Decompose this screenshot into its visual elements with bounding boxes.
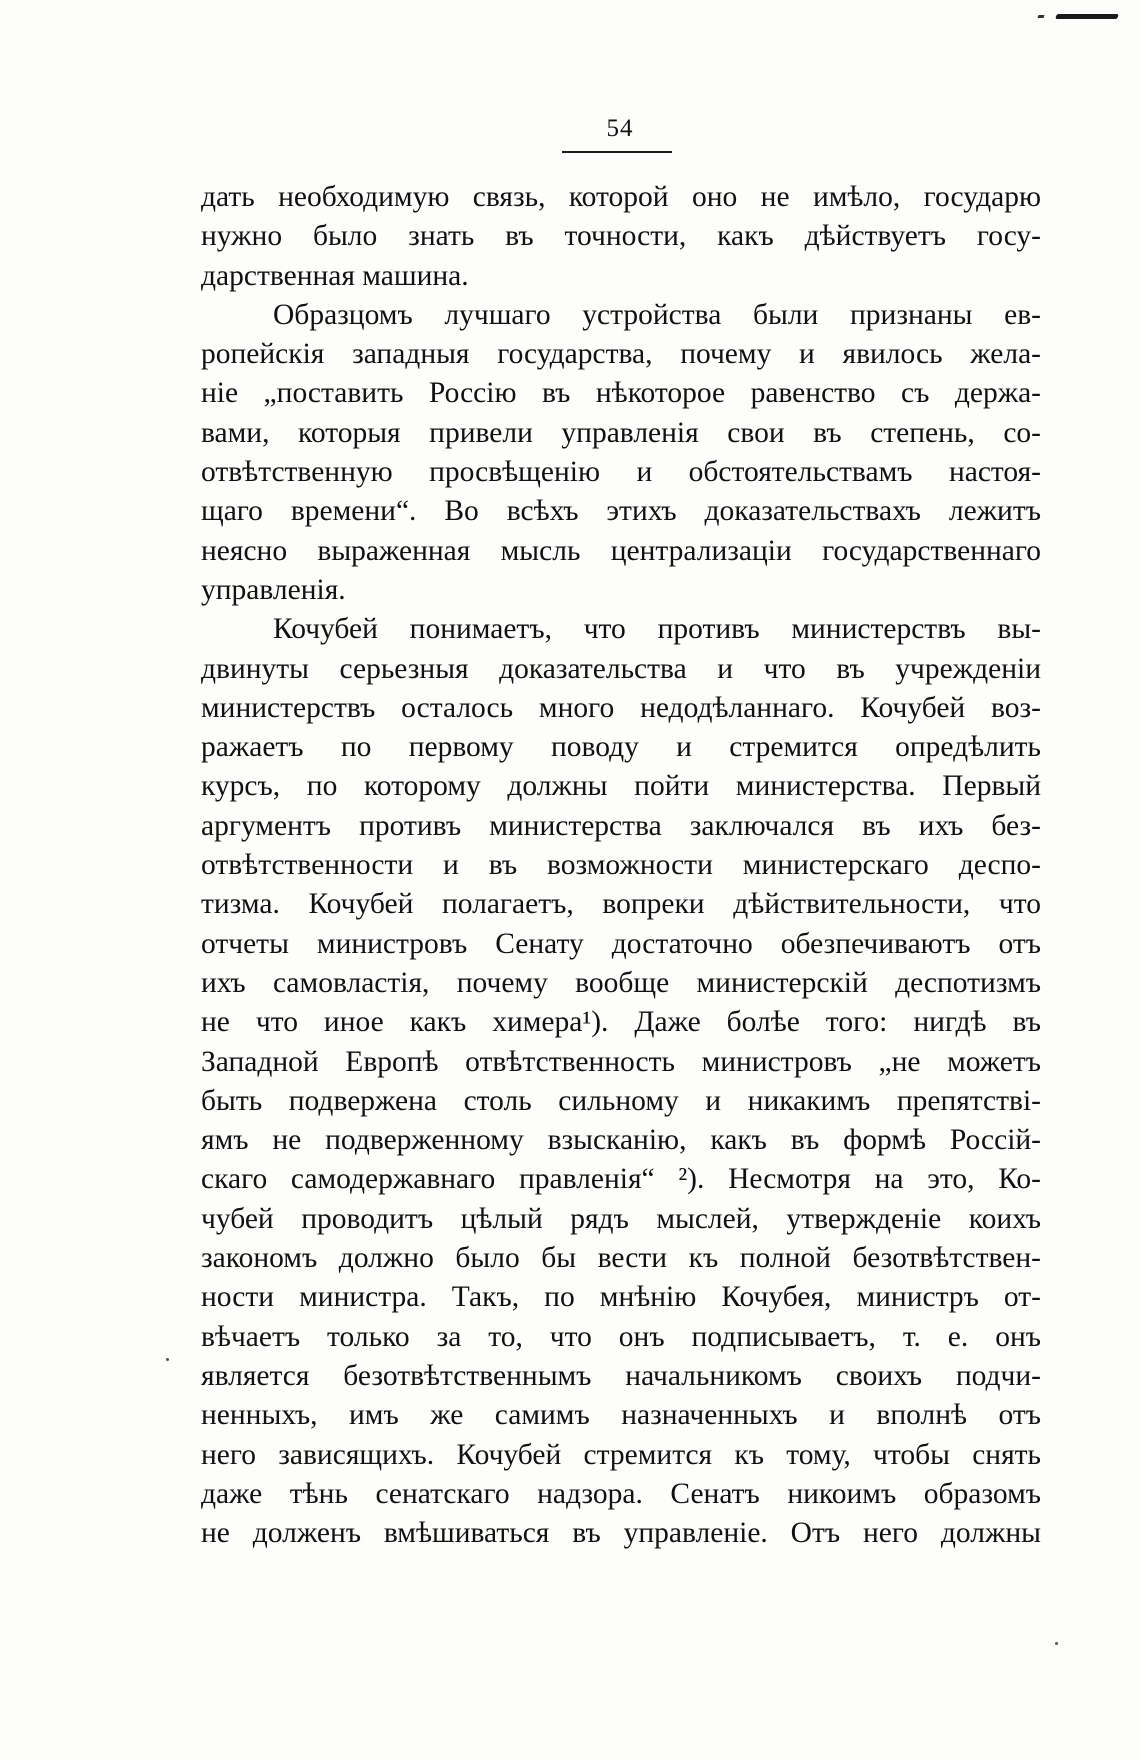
text-line: нужно было знать въ точности, какъ дѣйствуетъ госу- <box>201 220 1041 253</box>
scan-corner-mark <box>1055 14 1119 19</box>
text-line: ропейскія западныя государства, почему и явилось жела- <box>201 338 1041 371</box>
text-line: тизма. Кочубей полагаетъ, вопреки дѣйствительности, что <box>201 888 1041 921</box>
text-line: курсъ, по которому должны пойти министерства. Первый <box>201 770 1041 803</box>
scan-speck <box>1055 1642 1058 1645</box>
text-line: ихъ самовластія, почему вообще министерскій деспотизмъ <box>201 966 1041 999</box>
text-line: двинуты серьезныя доказательства и что въ учрежденіи <box>201 652 1041 685</box>
text-line: является безотвѣтственнымъ начальникомъ своихъ подчи- <box>201 1359 1041 1392</box>
text-line: управленія. <box>201 573 346 606</box>
text-line: Образцомъ лучшаго устройства были признаны ев- <box>273 298 1041 331</box>
paragraph-1 <box>201 178 1041 296</box>
text-line: ности министра. Такъ, по мнѣнію Кочубея, министръ от- <box>201 1281 1041 1314</box>
text-line: не долженъ вмѣшиваться въ управленіе. Отъ него должны <box>201 1517 1041 1550</box>
text-line: вами, которыя привели управленія свои въ степень, со- <box>201 416 1041 449</box>
text-line: отвѣтственности и въ возможности министерскаго деспо- <box>201 849 1041 882</box>
text-line: ненныхъ, имъ же самимъ назначенныхъ и вполнѣ отъ <box>201 1399 1041 1432</box>
text-line: дать необходимую связь, которой оно не имѣло, государю <box>201 181 1041 213</box>
text-line: отвѣтственную просвѣщенію и обстоятельствамъ настоя- <box>201 456 1041 489</box>
paragraph-3 <box>201 610 1041 1553</box>
text-line: чубей проводитъ цѣлый рядъ мыслей, утвержденіе коихъ <box>201 1202 1041 1235</box>
text-line: него зависящихъ. Кочубей стремится къ тому, чтобы снять <box>201 1438 1041 1471</box>
text-line: закономъ должно было бы вести къ полной безотвѣтствен- <box>201 1242 1041 1275</box>
text-line: Западной Европѣ отвѣтственность министровъ „не можетъ <box>201 1045 1041 1078</box>
scan-speck <box>166 1358 169 1361</box>
page-number: 54 <box>606 115 634 142</box>
page-number-rule <box>562 151 672 153</box>
text-line: вѣчаетъ только за то, что онъ подписываетъ, т. е. онъ <box>201 1320 1041 1353</box>
text-line: отчеты министровъ Сенату достаточно обезпечиваютъ отъ <box>201 927 1041 960</box>
text-line: щаго времени“. Во всѣхъ этихъ доказательствахъ лежитъ <box>201 495 1041 528</box>
text-line: аргументъ противъ министерства заключался въ ихъ без- <box>201 809 1041 842</box>
text-line: ніе „поставить Россію въ нѣкоторое равенство съ держа- <box>201 377 1041 410</box>
text-line: Кочубей понимаетъ, что противъ министерствъ вы- <box>273 613 1041 646</box>
text-line: дарственная машина. <box>201 259 469 292</box>
text-line: быть подвержена столь сильному и никакимъ препятстві- <box>201 1084 1041 1117</box>
body-text <box>201 178 1041 1553</box>
text-line: ямъ не подверженному взысканію, какъ въ формѣ Россій- <box>201 1124 1041 1157</box>
text-line: неясно выраженная мысль централизаціи государственнаго <box>201 534 1041 567</box>
text-line: даже тѣнь сенатскаго надзора. Сенатъ никоимъ образомъ <box>201 1477 1041 1510</box>
text-line: скаго самодержавнаго правленія“ ²). Несмотря на это, Ко- <box>201 1163 1041 1196</box>
text-line: ражаетъ по первому поводу и стремится опредѣлить <box>201 731 1041 764</box>
text-line: министерствъ осталось много недодѣланнаго. Кочубей воз- <box>201 691 1041 724</box>
text-line: не что иное какъ химера¹). Даже болѣе того: нигдѣ въ <box>201 1006 1041 1039</box>
paragraph-2 <box>201 296 1041 610</box>
